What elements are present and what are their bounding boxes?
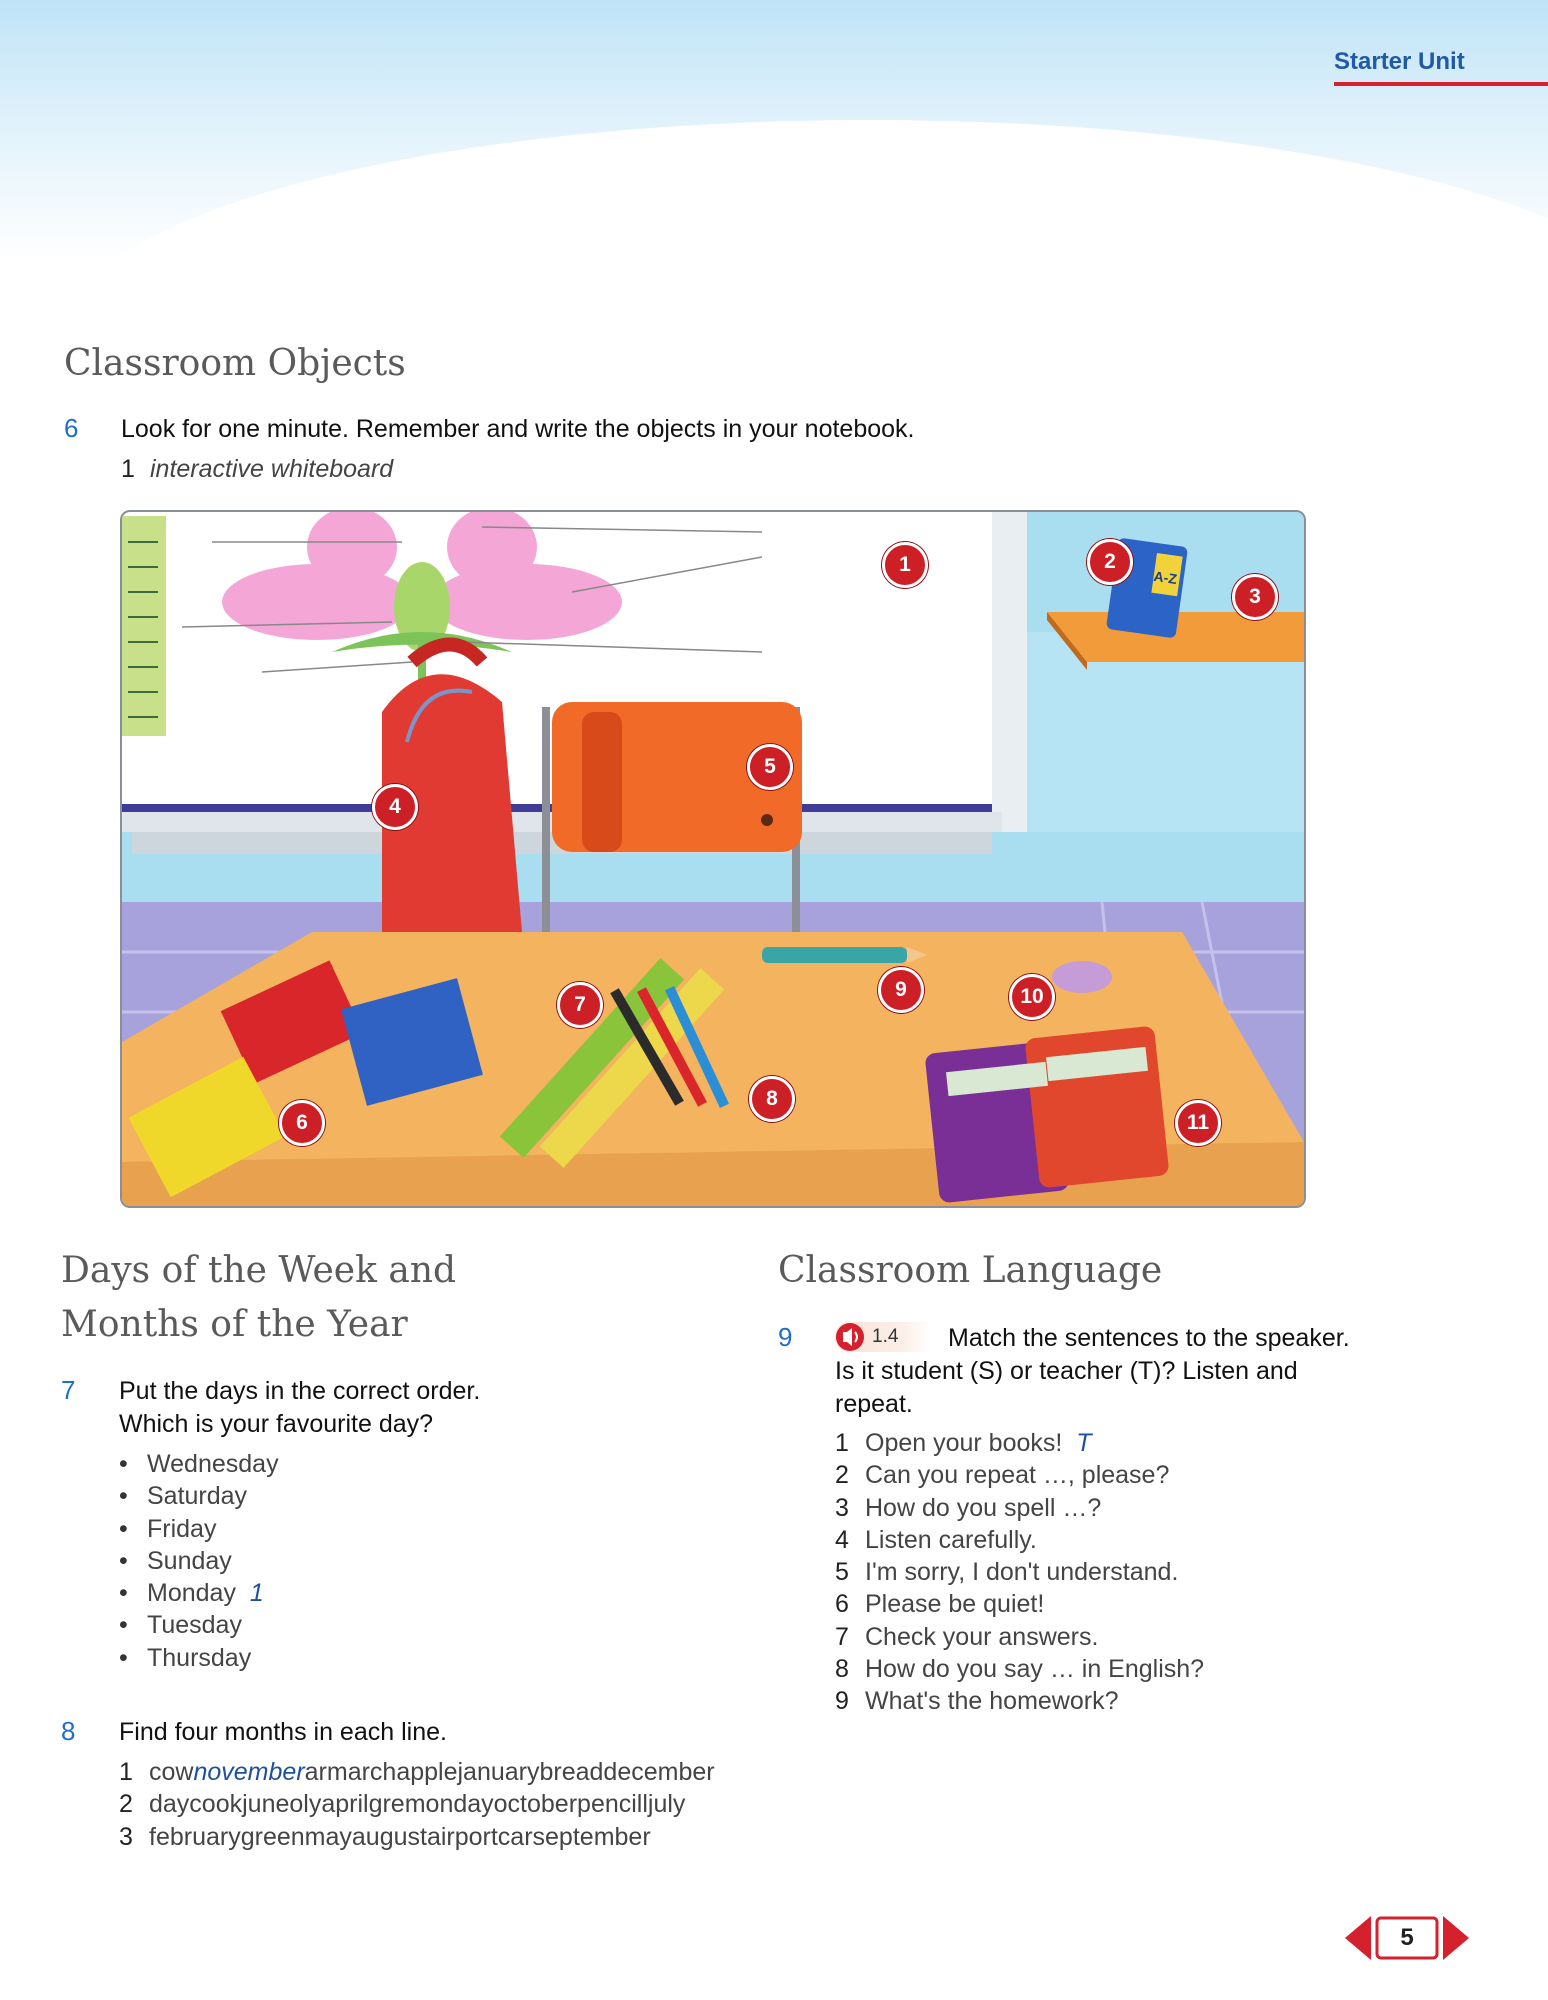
list-item <box>835 1556 1204 1588</box>
sentence-number: 3 <box>835 1493 849 1522</box>
exercise-number-9: 9 <box>778 1322 793 1352</box>
list-item <box>119 1788 715 1820</box>
exercise-6-example-answer: interactive whiteboard <box>150 455 394 483</box>
classroom-sentences <box>835 1427 1204 1718</box>
exercise-9-instruction-line1: Match the sentences to the speaker. <box>948 1324 1350 1352</box>
next-page-icon[interactable] <box>1443 1916 1469 1960</box>
sentence-text: I'm sorry, I don't understand. <box>865 1558 1179 1587</box>
month-lines <box>119 1756 715 1853</box>
sentence-number: 1 <box>835 1429 849 1457</box>
exercise-7-instruction-line1: Put the days in the correct order. <box>119 1377 481 1405</box>
sentence-text: Listen carefully. <box>865 1525 1037 1554</box>
exercise-number-6: 6 <box>64 413 79 443</box>
list-item <box>835 1427 1204 1459</box>
dictionary-spine-label: A-Z <box>1152 567 1178 587</box>
list-item: • Monday 1 <box>119 1579 264 1608</box>
marker-2: 2 <box>1087 539 1133 585</box>
marker-6: 6 <box>279 1100 325 1146</box>
list-item: • Saturday <box>119 1482 248 1511</box>
sentence-text: Can you repeat …, please? <box>865 1461 1170 1490</box>
sentence-text: Check your answers. <box>865 1622 1099 1651</box>
line-text: armarchapplejanuarybreaddecember <box>304 1758 715 1786</box>
marker-7: 7 <box>557 982 603 1028</box>
unit-tag <box>1334 48 1548 86</box>
line-number: 2 <box>119 1790 133 1819</box>
exercise-number-7: 7 <box>61 1375 76 1405</box>
line-text: februarygreenmayaugustairportcarseptember <box>149 1822 651 1851</box>
classroom-illustration <box>120 510 1306 1208</box>
exercise-9-instruction-line2: Is it student (S) or teacher (T)? Listen and <box>835 1357 1298 1385</box>
sentence-number: 7 <box>835 1622 849 1651</box>
list-item <box>835 1588 1204 1620</box>
sentence-text: How do you say … in English? <box>865 1655 1205 1684</box>
list-item <box>835 1492 1204 1524</box>
section-title-classroom-objects: Classroom Objects <box>64 343 406 384</box>
days-list <box>119 1448 279 1674</box>
sentence-answer: T <box>1076 1429 1092 1457</box>
marker-10: 10 <box>1009 974 1055 1020</box>
list-item <box>119 1821 715 1853</box>
list-item: • Sunday <box>119 1546 232 1575</box>
exercise-8-instruction: Find four months in each line. <box>119 1718 447 1746</box>
list-item <box>835 1621 1204 1653</box>
audio-icon <box>835 1322 865 1352</box>
list-item <box>835 1524 1204 1556</box>
marker-9: 9 <box>878 967 924 1013</box>
sentence-number: 2 <box>835 1461 849 1490</box>
day-label: Thursday <box>147 1643 252 1672</box>
marker-8: 8 <box>749 1076 795 1122</box>
exercise-9-instruction-line3: repeat. <box>835 1390 913 1418</box>
day-label: Wednesday <box>147 1450 279 1478</box>
list-item <box>835 1459 1204 1491</box>
section-title-classroom-language: Classroom Language <box>778 1250 1163 1291</box>
sentence-text: What's the homework? <box>865 1687 1119 1716</box>
day-label: Sunday <box>147 1546 232 1575</box>
exercise-6-example-number: 1 <box>121 455 135 483</box>
sentence-number: 8 <box>835 1655 849 1684</box>
sentence-number: 4 <box>835 1525 849 1554</box>
line-text: daycookjuneolyaprilgremondayoctoberpencilljuly <box>149 1790 686 1819</box>
exercise-7-instruction-line2: Which is your favourite day? <box>119 1410 434 1438</box>
list-item <box>119 1756 715 1788</box>
audio-track-badge[interactable] <box>835 1322 931 1352</box>
day-label: Friday <box>147 1514 217 1543</box>
exercise-6-instruction: Look for one minute. Remember and write the objects in your notebook. <box>121 415 915 443</box>
sentence-number: 5 <box>835 1558 849 1587</box>
list-item: • Thursday <box>119 1643 252 1672</box>
list-item: • Wednesday <box>119 1450 279 1478</box>
marker-5: 5 <box>747 744 793 790</box>
list-item: • Tuesday <box>119 1611 242 1640</box>
sentence-number: 6 <box>835 1590 849 1619</box>
list-item: • Friday <box>119 1514 217 1543</box>
sentence-text: Please be quiet! <box>865 1590 1045 1619</box>
list-item <box>835 1653 1204 1685</box>
day-label: Saturday <box>147 1482 248 1511</box>
sentence-number: 9 <box>835 1687 849 1716</box>
monday-answer: 1 <box>249 1579 264 1608</box>
header-background <box>0 0 1548 260</box>
audio-track-number: 1.4 <box>872 1326 899 1347</box>
line-text: cow <box>149 1758 194 1786</box>
sentence-text: Open your books! <box>865 1429 1063 1457</box>
day-label: Monday <box>147 1579 236 1608</box>
sentence-text: How do you spell …? <box>865 1493 1102 1522</box>
section-title-days-line1: Days of the Week and <box>61 1250 457 1291</box>
unit-label: Starter Unit <box>1334 48 1465 75</box>
marker-4: 4 <box>372 784 418 830</box>
page-number-nav <box>1345 1912 1485 1964</box>
line-number: 1 <box>119 1758 133 1786</box>
marker-1: 1 <box>882 542 928 588</box>
list-item <box>835 1685 1204 1717</box>
exercise-number-8: 8 <box>61 1716 76 1746</box>
marker-3: 3 <box>1232 574 1278 620</box>
line-number: 3 <box>119 1822 133 1851</box>
prev-page-icon[interactable] <box>1345 1916 1371 1960</box>
page-number: 5 <box>1400 1924 1414 1951</box>
section-title-days-line2: Months of the Year <box>61 1304 408 1345</box>
day-label: Tuesday <box>147 1611 242 1640</box>
marker-11: 11 <box>1175 1100 1221 1146</box>
line-answer: november <box>193 1758 305 1786</box>
